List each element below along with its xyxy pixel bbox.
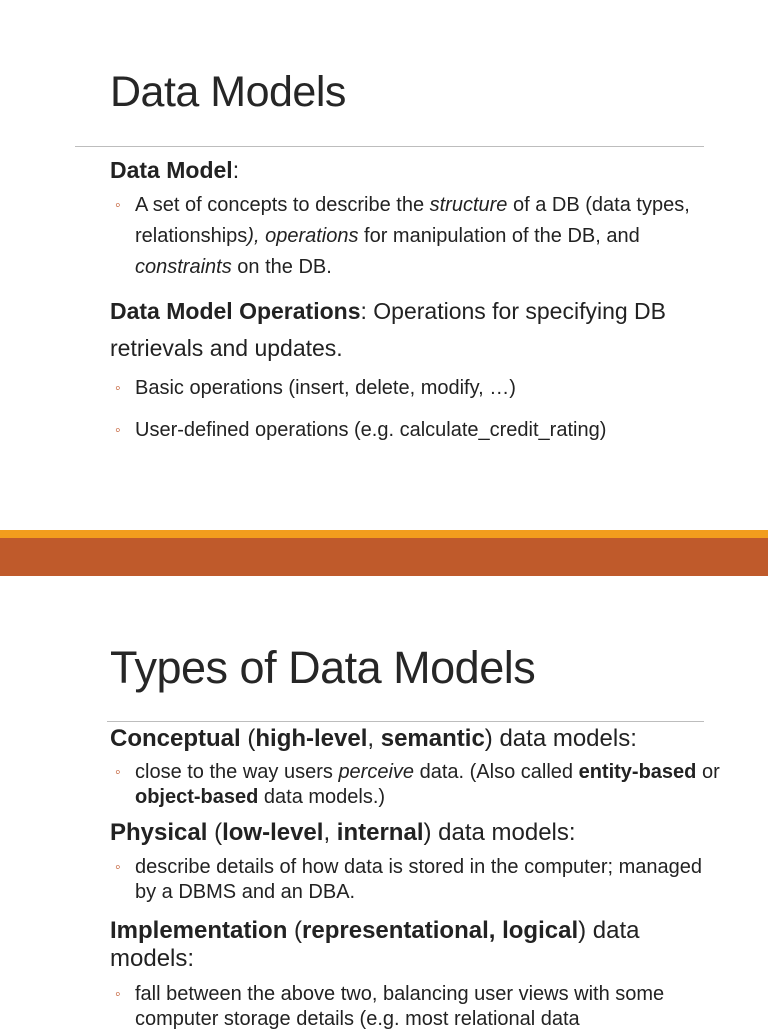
bullet-marker-icon: ◦ <box>115 422 121 439</box>
heading-conceptual: Conceptual (high-level, semantic) data models: <box>110 725 637 752</box>
slide-body <box>110 154 724 446</box>
bullet-marker-icon: ◦ <box>115 197 121 214</box>
bullet-list <box>110 373 724 446</box>
bullet-marker-icon: ◦ <box>115 859 121 876</box>
bullet-marker-icon: ◦ <box>115 764 121 781</box>
bullet-list <box>110 855 724 905</box>
bullet-item: ◦ describe details of how data is stored in the computer; managed by a DBMS and an DBA. <box>115 856 702 903</box>
bullet-marker-icon: ◦ <box>115 380 121 397</box>
slide-separator-band <box>0 538 768 576</box>
title-divider <box>107 721 704 722</box>
slide-title: Types of Data Models <box>110 642 536 693</box>
heading-data-model-operations: Data Model Operations: Operations for specifying DB retrievals and updates. <box>110 298 667 361</box>
bullet-item: ◦ A set of concepts to describe the structure of a DB (data types, relationships), operations for manipulation of the DB, and constraints on the DB. <box>135 190 724 283</box>
slide-body <box>110 725 724 1032</box>
bullet-list <box>110 982 724 1032</box>
heading-data-model: Data Model: <box>110 157 240 183</box>
heading-physical: Physical (low-level, internal) data models: <box>110 819 576 846</box>
slide-separator-accent <box>0 530 768 538</box>
bullet-item: ◦ fall between the above two, balancing user views with some computer storage details (e.g. most relational data <box>115 983 665 1030</box>
slide-title: Data Models <box>110 68 346 116</box>
bullet-marker-icon: ◦ <box>115 986 121 1003</box>
title-divider <box>75 146 704 147</box>
bullet-list <box>110 760 724 810</box>
bullet-list <box>110 190 724 283</box>
heading-implementation: Implementation (representational, logical) data models: <box>110 917 640 972</box>
bullet-item: ◦ User-defined operations (e.g. calculate_credit_rating) <box>135 415 724 446</box>
bullet-item: ◦ close to the way users perceive data. (Also called entity-based or object-based data models.) <box>115 761 720 808</box>
bullet-item: ◦ Basic operations (insert, delete, modify, …) <box>135 373 724 404</box>
